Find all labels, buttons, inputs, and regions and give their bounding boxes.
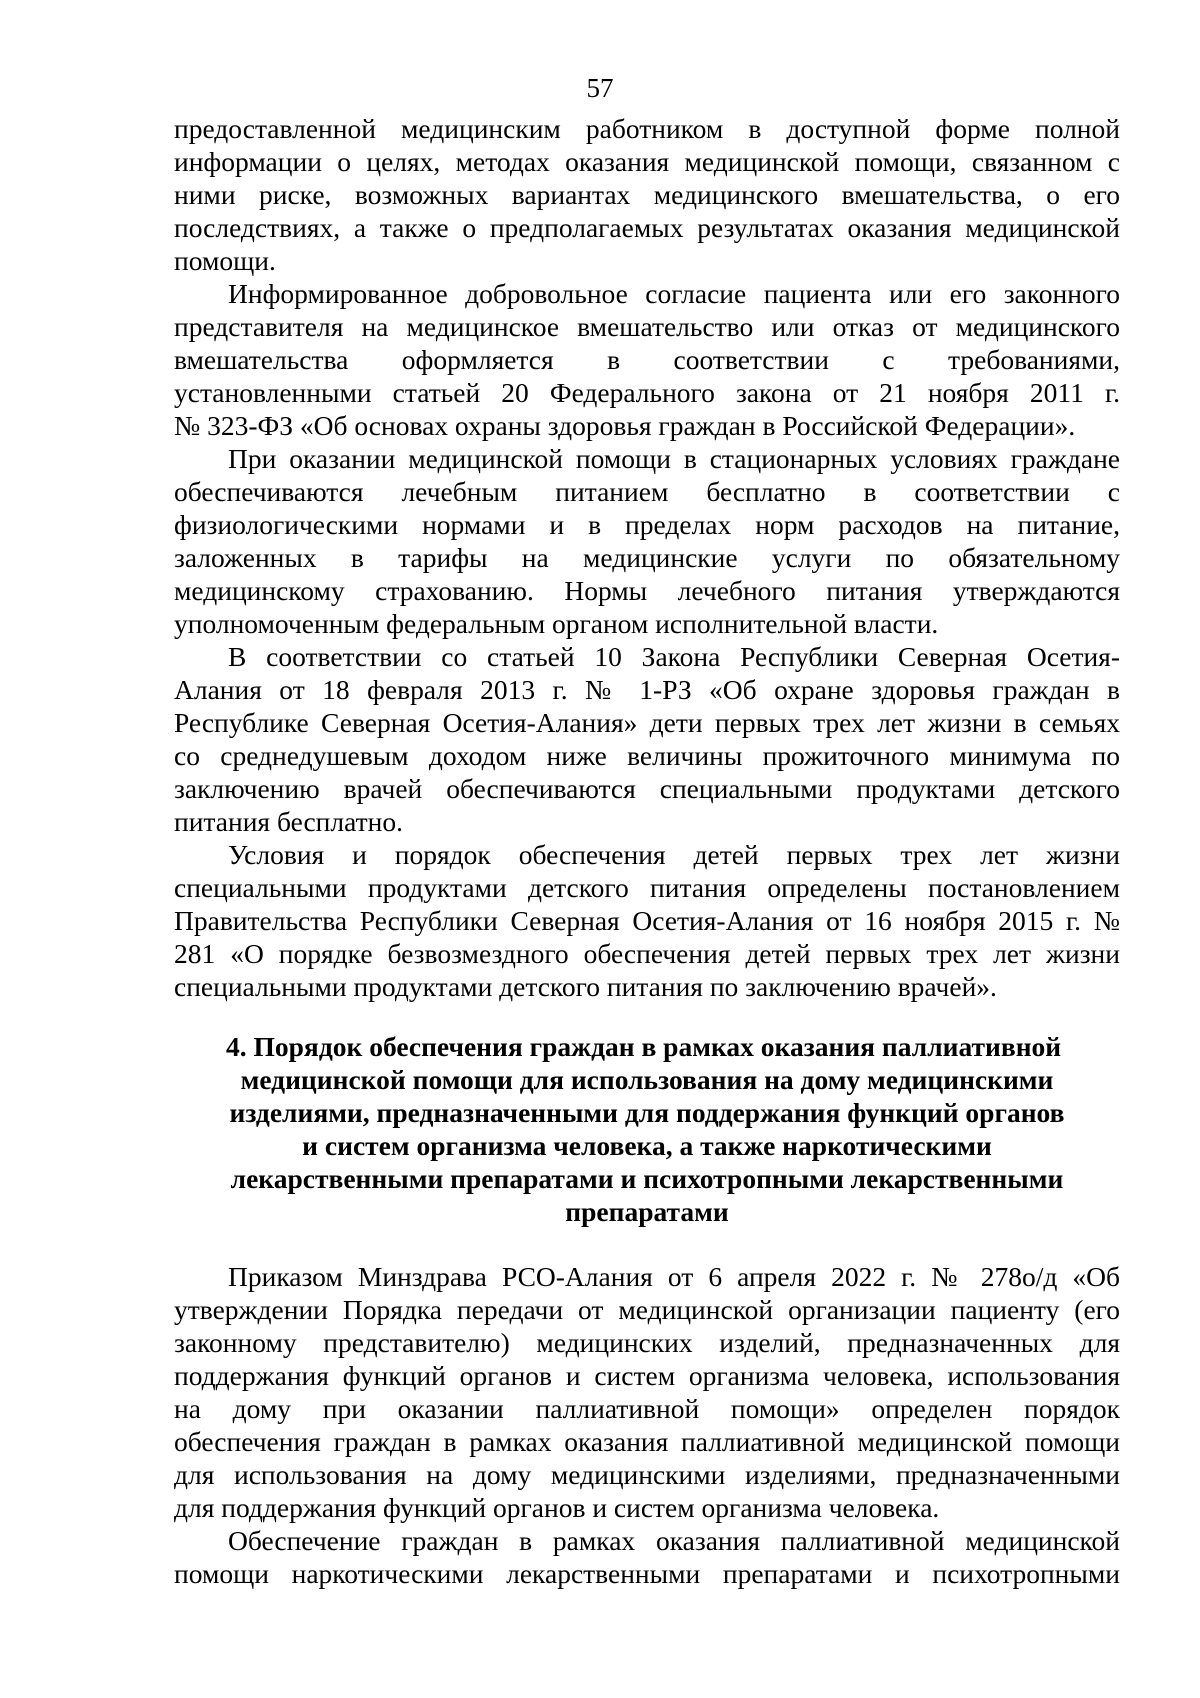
paragraph-1 [174,112,1120,277]
text-line: Правительства Республики Северная Осетия-Алания от 16 ноября 2015 г. № [174,905,1120,936]
text-line: заключению врачей обеспечиваются специальными продуктами детского [174,773,1120,804]
text-line: ними риске, возможных вариантах медицинского вмешательства, о его [174,179,1120,210]
text-line: 281 «О порядке безвозмездного обеспечения детей первых трех лет жизни [174,938,1120,969]
text-line: медицинскому страхованию. Нормы лечебного питания утверждаются [174,575,1120,606]
text-line: помощи. [174,245,276,276]
text-line: заложенных в тарифы на медицинские услуги по обязательному [174,542,1120,573]
paragraph-2 [174,277,1120,442]
text-line: уполномоченным федеральным органом исполнительной власти. [174,608,939,639]
paragraph-5 [174,838,1120,1003]
text-line: предоставленной медицинским работником в доступной форме полной [174,113,1120,144]
text-line: № 323-ФЗ «Об основах охраны здоровья граждан в Российской Федерации». [174,410,1076,441]
text-line: вмешательства оформляется в соответствии с требованиями, [174,344,1120,375]
text-line: обеспечения граждан в рамках оказания паллиативной медицинской помощи [174,1426,1120,1457]
text-line: утверждении Порядка передачи от медицинской организации пациенту (его [174,1294,1120,1325]
heading-line: медицинской помощи для использования на дому медицинскими [240,1064,1054,1095]
paragraph-7 [174,1524,1120,1590]
text-line: помощи наркотическими лекарственными препаратами и психотропными [174,1558,1120,1589]
text-line: Республике Северная Осетия-Алания» дети первых трех лет жизни в семьях [174,707,1120,738]
text-line: для использования на дому медицинскими изделиями, предназначенными [174,1459,1120,1490]
text-line: При оказании медицинской помощи в стационарных условиях граждане [228,443,1120,474]
text-line: законному представителю) медицинских изделий, предназначенных для [174,1327,1120,1358]
text-line: со среднедушевым доходом ниже величины прожиточного минимума по [174,740,1120,771]
heading-line: и систем организма человека, а также наркотическими [302,1130,992,1161]
page-number: 57 [586,73,614,103]
text-line: В соответствии со статьей 10 Закона Республики Северная Осетия- [228,641,1120,672]
text-line: поддержания функций органов и систем организма человека, использования [174,1360,1120,1391]
text-line: Условия и порядок обеспечения детей первых трех лет жизни [228,839,1120,870]
text-line: питания бесплатно. [174,806,403,837]
text-line: последствиях, а также о предполагаемых результатах оказания медицинской [174,212,1120,243]
text-line: представителя на медицинское вмешательство или отказ от медицинского [174,311,1120,342]
text-line: обеспечиваются лечебным питанием бесплатно в соответствии с [174,476,1120,507]
heading-line: препаратами [565,1196,729,1227]
text-line: информации о целях, методах оказания медицинской помощи, связанном с [174,146,1120,177]
heading-line: 4. Порядок обеспечения граждан в рамках оказания паллиативной [226,1031,1062,1062]
text-line: Обеспечение граждан в рамках оказания паллиативной медицинской [228,1525,1120,1556]
section-heading [174,1030,1120,1228]
text-line: специальными продуктами детского питания по заключению врачей». [174,971,997,1002]
text-line: на дому при оказании паллиативной помощи» определен порядок [174,1393,1120,1424]
heading-line: изделиями, предназначенными для поддержания функций органов [229,1097,1065,1128]
text-line: установленными статьей 20 Федерального закона от 21 ноября 2011 г. [174,377,1120,408]
heading-line: лекарственными препаратами и психотропными лекарственными [230,1163,1064,1194]
text-line: Алания от 18 февраля 2013 г. № 1-РЗ «Об охране здоровья граждан в [174,674,1120,705]
text-line: Приказом Минздрава РСО-Алания от 6 апреля 2022 г. № 278о/д «Об [228,1261,1120,1292]
paragraph-6 [174,1260,1120,1524]
text-line: физиологическими нормами и в пределах норм расходов на питание, [174,509,1120,540]
text-line: Информированное добровольное согласие пациента или его законного [228,278,1120,309]
text-line: для поддержания функций органов и систем организма человека. [174,1492,940,1523]
text-line: специальными продуктами детского питания определены постановлением [174,872,1120,903]
paragraph-3 [174,442,1120,640]
paragraph-4 [174,640,1120,838]
